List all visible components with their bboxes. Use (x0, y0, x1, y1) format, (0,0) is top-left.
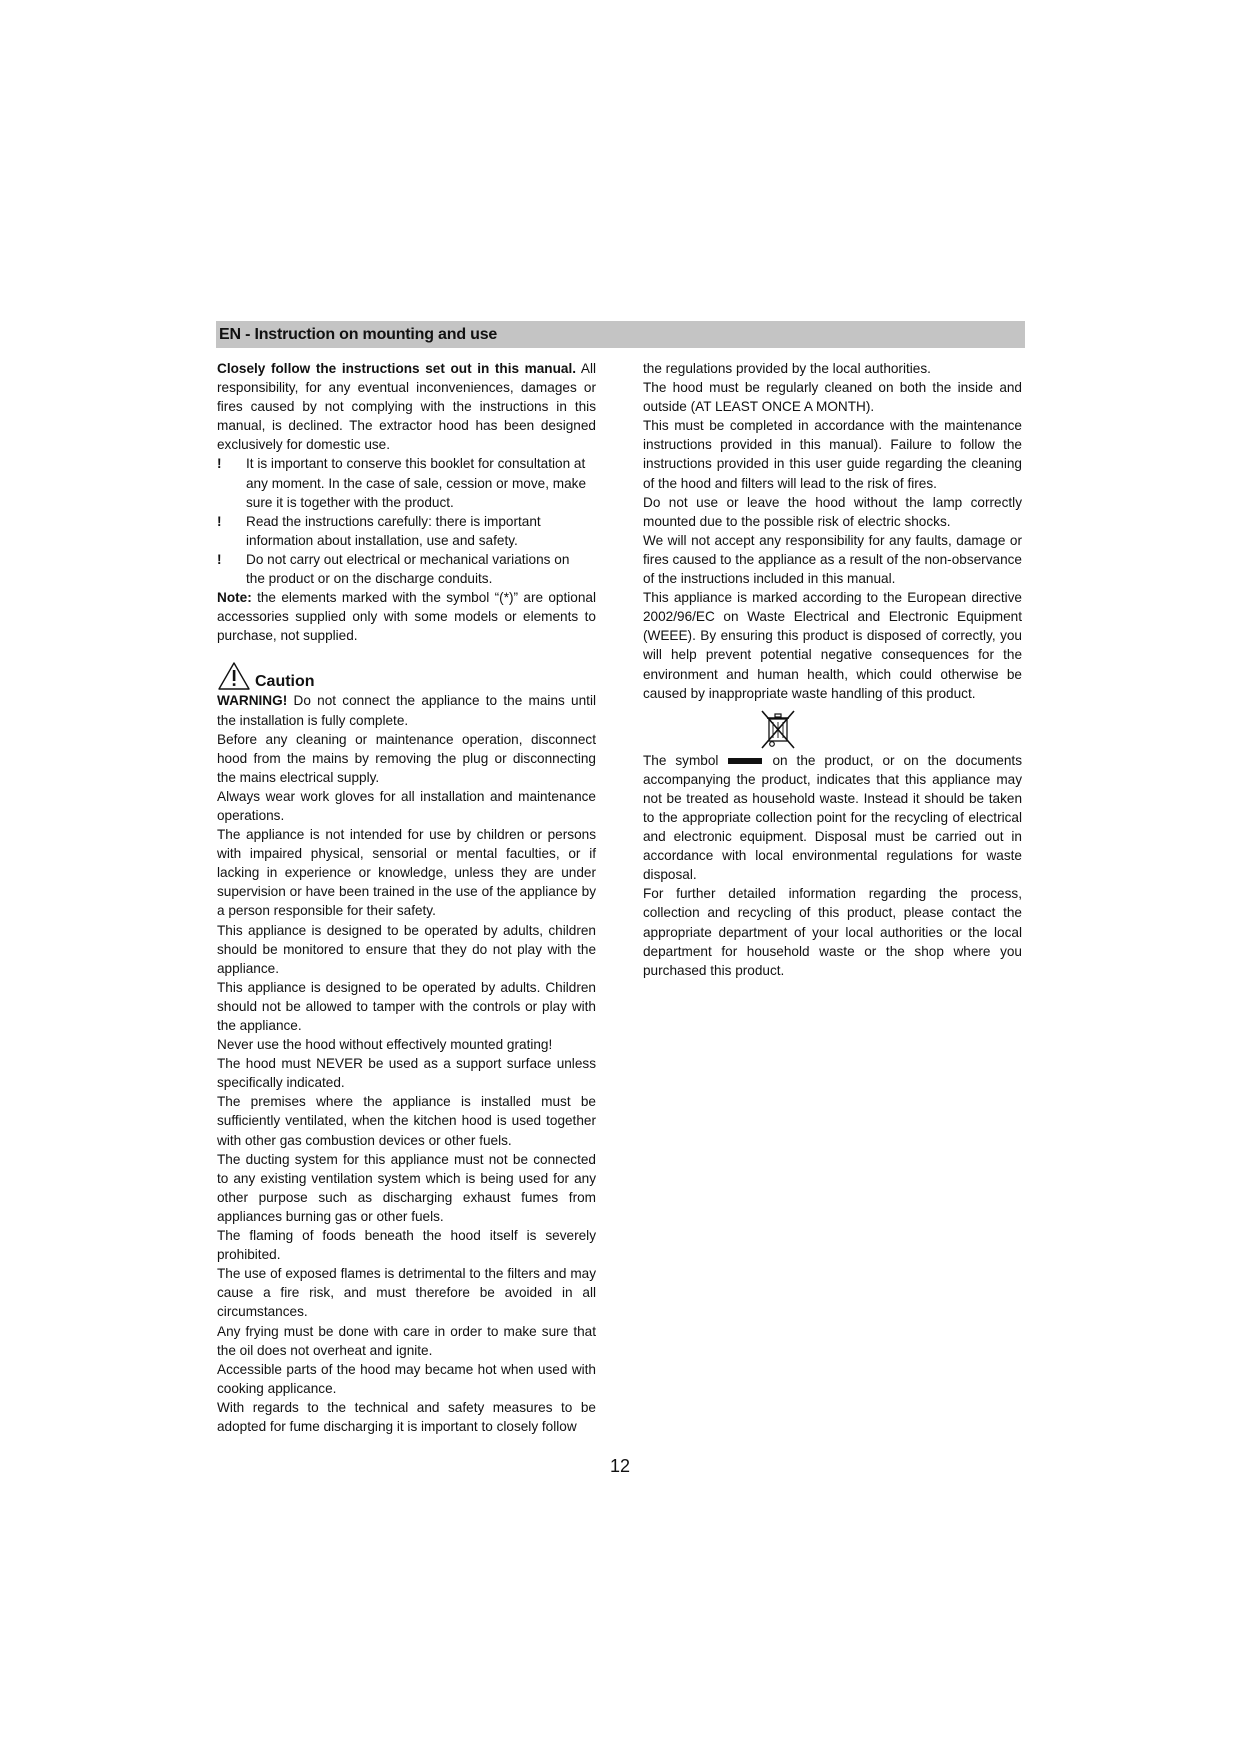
symbol-paragraph (643, 751, 1022, 885)
caution-paragraph: Accessible parts of the hood may became hot when used with cooking applicance. (217, 1361, 596, 1396)
caution-paragraph: With regards to the technical and safety measures to be adopted for fume discharging it is important to closely follow (217, 1399, 596, 1434)
symbol-after: on the product, or on the documents accompanying the product, indicates that this appliance may not be treated as household waste. Instead it should be taken to the appropriate collection point for the recycling of electrical and electronic equipment. Disposal must be carried out in accordance with local environmental regulations for waste disposal. (643, 752, 1022, 883)
bullet-mark: ! (217, 551, 222, 567)
section-header (216, 321, 1025, 348)
caution-paragraph: Before any cleaning or maintenance operation, disconnect hood from the mains by removing the plug or disconnecting the mains electrical supply. (217, 731, 596, 785)
caution-paragraph: This appliance is designed to be operated by adults, children should be monitored to ensure that they do not play with the appliance. (217, 922, 596, 976)
right-paragraph: This must be completed in accordance with the maintenance instructions provided in this manual). Failure to follow the instructions provided in this user guide regarding the cleaning of the hood and filters will lead to the risk of fires. (643, 418, 1022, 491)
bullet-text: Do not carry out electrical or mechanical variations on the product or on the discharge conduits. (246, 551, 570, 587)
right-column (643, 359, 1022, 980)
right-paragraph: This appliance is marked according to the European directive 2002/96/EC on Waste Electrical and Electronic Equipment (WEEE). By ensuring this product is disposed of correctly, you will help prevent potential negative consequences for the environment and human health, which could otherwise be caused by inappropriate waste handling of this product. (643, 590, 1022, 701)
note-paragraph (217, 588, 596, 645)
note-text: the elements marked with the symbol “(*)” are optional accessories supplied only with some models or elements to purchase, not supplied. (217, 590, 596, 644)
caution-heading (217, 659, 596, 691)
warning-text: Do not connect the appliance to the mains until the installation is fully complete. (217, 693, 596, 728)
warning-paragraph (217, 691, 596, 729)
caution-paragraph: The use of exposed flames is detrimental to the filters and may cause a fire risk, and must therefore be avoided in all circumstances. (217, 1266, 596, 1320)
bullet-item (217, 550, 596, 588)
warning-triangle-icon (217, 661, 251, 691)
warning-label: WARNING! (217, 693, 288, 709)
caution-paragraph: The ducting system for this appliance must not be connected to any existing ventilation system which is being used for any other purpose such as discharging exhaust fumes from appliances burning gas or other fuels. (217, 1151, 596, 1224)
bullet-item (217, 454, 596, 511)
note-label: Note: (217, 590, 252, 606)
page-number: 12 (609, 1456, 631, 1476)
right-paragraph: The hood must be regularly cleaned on both the inside and outside (AT LEAST ONCE A MONTH). (643, 380, 1022, 415)
bullet-mark: ! (217, 456, 222, 472)
caution-paragraph: Always wear work gloves for all installation and maintenance operations. (217, 788, 596, 823)
caution-paragraph: The appliance is not intended for use by children or persons with impaired physical, sensorial or mental faculties, or if lacking in experience or knowledge, unless they are under supervision or have been trained in the use of the appliance by a person responsible for their safety. (217, 827, 596, 919)
intro-text: All responsibility, for any eventual inconveniences, damages or fires caused by not complying with the instructions in this manual, is declined. The extractor hood has been designed exclusively for domestic use. (217, 361, 596, 453)
bullet-item (217, 512, 596, 550)
right-paragraph: Do not use or leave the hood without the lamp correctly mounted due to the possible risk of electric shocks. (643, 494, 1022, 529)
caution-title: Caution (255, 673, 315, 691)
weee-symbol-wrap (643, 703, 1022, 751)
section-title: EN - Instruction on mounting and use (219, 326, 498, 343)
right-paragraph: the regulations provided by the local authorities. (643, 361, 931, 376)
caution-paragraph: The flaming of foods beneath the hood itself is severely prohibited. (217, 1228, 596, 1263)
intro-bold: Closely follow the instructions set out in this manual. (217, 361, 577, 376)
final-paragraph: For further detailed information regarding the process, collection and recycling of this product, please contact the appropriate department of your local authorities or the local department for household waste or the shop where you purchased this product. (643, 886, 1022, 978)
bullet-text: It is important to conserve this booklet for consultation at any moment. In the case of sale, cession or move, make sure it is together with the product. (246, 456, 587, 510)
black-bar-icon (728, 758, 762, 764)
caution-paragraph: Never use the hood without effectively mounted grating! (217, 1037, 553, 1053)
caution-paragraph: This appliance is designed to be operated by adults. Children should not be allowed to tamper with the controls or play with the appliance. (217, 979, 596, 1033)
left-column (217, 359, 596, 1436)
crossed-out-wheelie-bin-icon (756, 707, 800, 751)
bullet-mark: ! (217, 513, 222, 529)
right-paragraph: We will not accept any responsibility for any faults, damage or fires caused to the appliance as a result of the non-observance of the instructions included in this manual. (643, 532, 1022, 587)
bullet-text: Read the instructions carefully: there is important information about installation, use and safety. (246, 513, 541, 548)
caution-paragraph: The premises where the appliance is installed must be sufficiently ventilated, when the kitchen hood is used together with other gas combustion devices or other fuels. (217, 1094, 596, 1148)
intro-paragraph (217, 359, 596, 454)
caution-paragraph: Any frying must be done with care in order to make sure that the oil does not overheat and ignite. (217, 1323, 596, 1358)
caution-paragraph: The hood must NEVER be used as a support surface unless specifically indicated. (217, 1056, 596, 1091)
symbol-before: The symbol (643, 752, 719, 768)
